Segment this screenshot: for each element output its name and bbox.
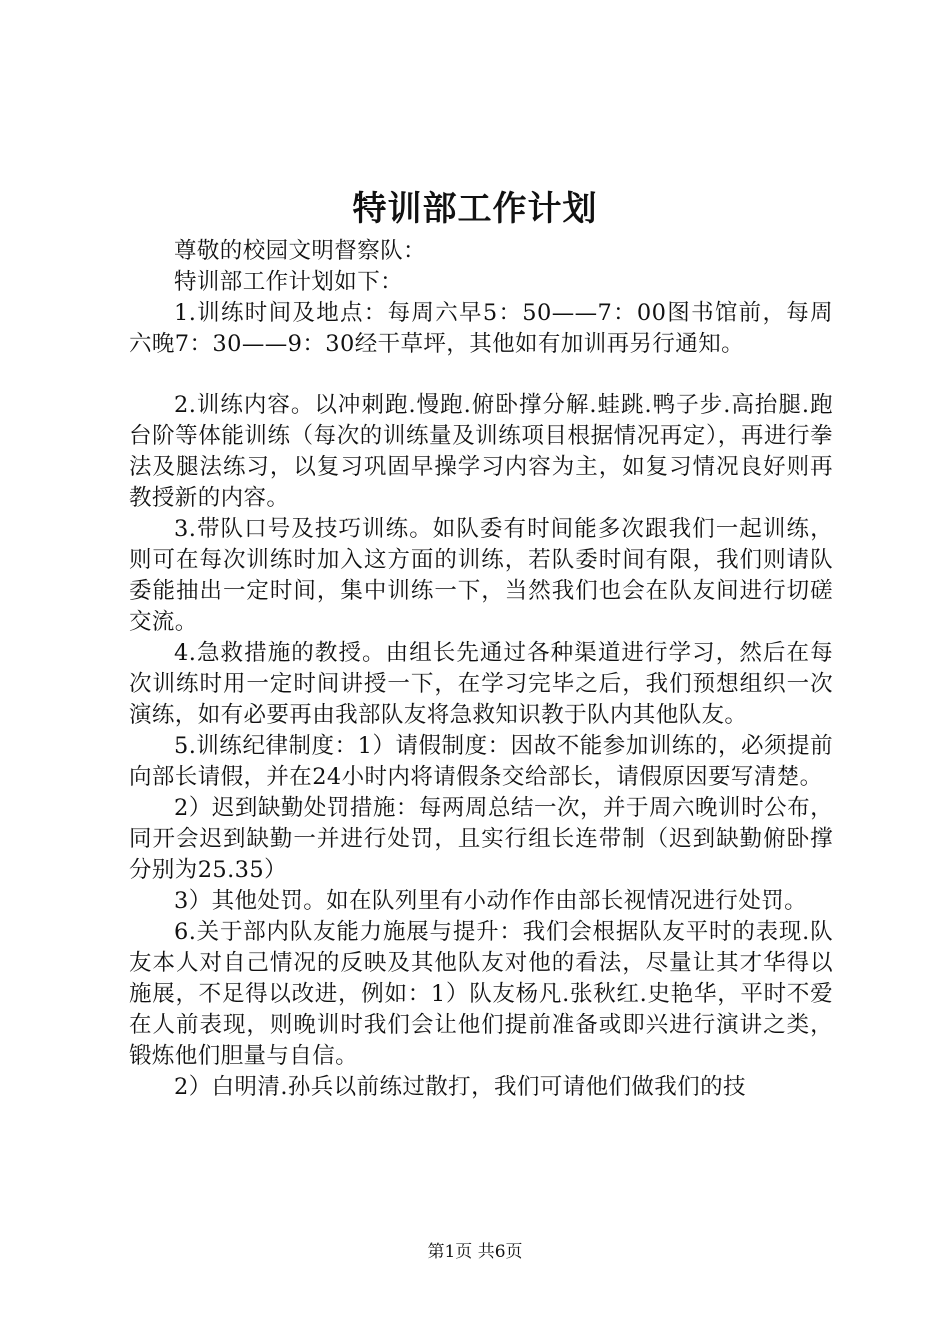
paragraph-lateness-penalty: 2）迟到缺勤处罚措施：每两周总结一次，并于周六晚训时公布，同开会迟到缺勤一并进行处罚，且实行组长连带制（迟到缺勤俯卧撑分别为25.35）	[129, 795, 833, 883]
paragraph-discipline: 5.训练纪律制度：1）请假制度：因故不能参加训练的，必须提前向部长请假，并在24小时内将请假条交给部长，请假原因要写清楚。	[129, 733, 833, 790]
salutation: 尊敬的校园文明督察队：	[174, 238, 426, 264]
document-body	[129, 236, 833, 1103]
paragraph-other-penalty: 3）其他处罚。如在队列里有小动作作由部长视情况进行处罚。	[174, 888, 808, 914]
paragraph-schedule: 1.训练时间及地点：每周六早5：50——7：00图书馆前，每周六晚7：30——9：30经干草坪，其他如有加训再另行通知。	[129, 300, 833, 357]
page-footer: 第1页 共6页	[427, 1242, 523, 1262]
paragraph-gap	[129, 360, 833, 390]
document-title: 特训部工作计划	[352, 189, 598, 229]
paragraph-ability-development: 6.关于部内队友能力施展与提升：我们会根据队友平时的表现.队友本人对自己情况的反映及其他队友对他的看法，尽量让其才华得以施展，不足得以改进，例如：1）队友杨凡.张秋红.史艳华，平时不爱在人前表现，则晚训时我们会让他们提前准备或即兴进行演讲之类，锻炼他们胆量与自信。	[129, 919, 833, 1069]
paragraph-training-content: 2.训练内容。以冲刺跑.慢跑.俯卧撑分解.蛙跳.鸭子步.高抬腿.跑台阶等体能训练（每次的训练量及训练项目根据情况再定），再进行拳法及腿法练习，以复习巩固早操学习内容为主，如复习情况良好则再教授新的内容。	[129, 392, 833, 511]
intro-line: 特训部工作计划如下：	[174, 269, 404, 295]
paragraph-first-aid: 4.急救措施的教授。由组长先通过各种渠道进行学习，然后在每次训练时用一定时间讲授一下，在学习完毕之后，我们预想组织一次演练，如有必要再由我部队友将急救知识教于队内其他队友。	[129, 640, 833, 728]
paragraph-sparring: 2）白明清.孙兵以前练过散打，我们可请他们做我们的技	[174, 1074, 746, 1100]
paragraph-slogan-training: 3.带队口号及技巧训练。如队委有时间能多次跟我们一起训练，则可在每次训练时加入这方面的训练，若队委时间有限，我们则请队委能抽出一定时间，集中训练一下，当然我们也会在队友间进行切磋交流。	[129, 516, 833, 635]
